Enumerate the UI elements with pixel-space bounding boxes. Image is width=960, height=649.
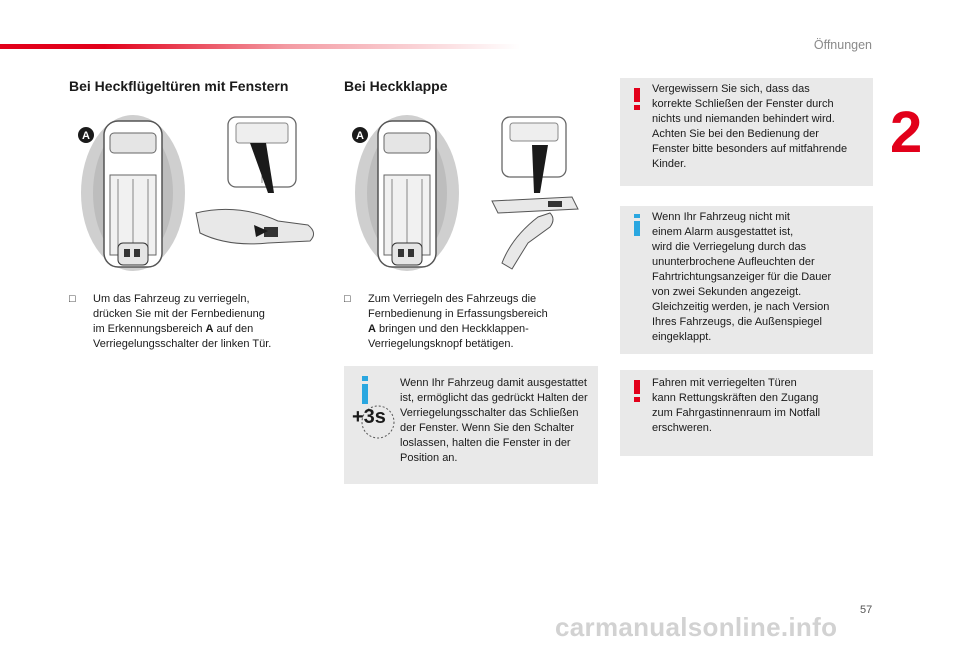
left-instr-line-1: Um das Fahrzeug zu verriegeln, <box>93 293 250 305</box>
watermark-text: carmanualsonline.info <box>555 612 838 642</box>
middle-info-line-5: loslassen, halten die Fenster in der <box>400 437 571 449</box>
left-instr-line-4: Verriegelungsschalter der linken Tür. <box>93 338 272 350</box>
middle-instr-line-1: Zum Verriegeln des Fahrzeugs die <box>368 293 537 305</box>
section-title: Öffnungen <box>813 38 872 52</box>
area-a-marker <box>352 127 368 143</box>
middle-info-line-4: der Fenster. Wenn Sie den Schalter <box>400 422 575 434</box>
key-fob-icon <box>392 243 422 265</box>
warning-2-line-2: kann Rettungskräften den Zugang <box>652 392 819 404</box>
area-a-label: A <box>356 130 364 142</box>
middle-heading: Bei Heckklappe <box>344 78 448 94</box>
rear-view-car-icon <box>228 117 296 193</box>
chapter-number: 2 <box>890 100 923 165</box>
left-instr-line-2: drücken Sie mit der Fernbedienung <box>93 308 265 320</box>
middle-instr-line-4: Verriegelungsknopf betätigen. <box>368 338 514 350</box>
left-instr-line-3: im Erkennungsbereich <box>93 323 206 335</box>
middle-info-box <box>344 366 598 484</box>
bullet-marker-icon: □ <box>69 293 76 305</box>
middle-info-line-6: Position an. <box>400 452 458 464</box>
right-info-line-7: Gleichzeitig werden, je nach Version <box>652 301 830 313</box>
warning-1-line-6: Kinder. <box>652 158 687 170</box>
warning-box-2 <box>620 370 873 456</box>
warning-1-line-1: Vergewissern Sie sich, dass das <box>652 83 810 95</box>
left-illustration <box>78 113 324 273</box>
area-a-label: A <box>82 130 90 142</box>
warning-1-line-5: Fenster bitte besonders auf mitfahrende <box>652 143 848 155</box>
info-i-icon <box>360 376 370 404</box>
right-info-box <box>620 206 873 354</box>
key-fob-icon <box>118 243 148 265</box>
left-instr-bold-a: A <box>205 323 214 335</box>
bullet-marker-icon: □ <box>344 293 351 305</box>
right-info-line-3: wird die Verriegelung durch das <box>652 241 807 253</box>
middle-instr-line-3b: bringen und den Heckklappen- <box>375 323 529 335</box>
right-info-line-5: Fahrtrichtungsanzeiger für die Dauer <box>652 271 832 283</box>
warning-2-line-1: Fahren mit verriegelten Türen <box>652 377 797 389</box>
left-heading: Bei Heckflügeltüren mit Fenstern <box>69 78 289 94</box>
middle-illustration <box>352 113 598 273</box>
right-info-line-2: einem Alarm ausgestattet ist, <box>652 226 794 238</box>
middle-instr-line-2: Fernbedienung in Erfassungsbereich <box>368 308 548 320</box>
warning-1-text <box>652 82 872 172</box>
warning-1-line-3: nichts und niemanden behindert wird. <box>652 113 835 125</box>
left-instr-line-3b: auf den <box>213 323 254 335</box>
timer-3s-icon <box>350 404 396 440</box>
warning-box-1 <box>620 78 873 186</box>
middle-info-text <box>400 376 594 466</box>
warning-exclamation-icon <box>634 380 640 402</box>
hand-press-icon <box>196 209 314 243</box>
header-accent-bar <box>0 44 520 49</box>
right-info-line-1: Wenn Ihr Fahrzeug nicht mit <box>652 211 790 223</box>
warning-1-line-4: Achten Sie bei den Bedienung der <box>652 128 819 140</box>
middle-instr-bold-a: A <box>368 323 376 335</box>
hand-press-icon <box>502 213 553 269</box>
warning-2-line-4: erschweren. <box>652 422 712 434</box>
right-info-line-9: eingeklappt. <box>652 331 712 343</box>
warning-1-line-2: korrekte Schließen der Fenster durch <box>652 98 834 110</box>
rear-view-car-icon <box>502 117 566 193</box>
info-i-icon <box>634 214 640 236</box>
timer-3s-badge: +3s <box>352 406 386 428</box>
area-a-marker <box>78 127 94 143</box>
tailgate-handle-icon <box>492 197 578 213</box>
right-info-line-4: ununterbrochene Aufleuchten der <box>652 256 815 268</box>
warning-2-text <box>652 376 872 436</box>
middle-info-line-2: ist, ermöglicht das gedrückt Halten der <box>400 392 588 404</box>
middle-info-line-1: Wenn Ihr Fahrzeug damit ausgestattet <box>400 377 587 389</box>
middle-instruction <box>344 292 594 352</box>
right-info-text <box>652 210 872 345</box>
left-instruction <box>69 292 319 352</box>
warning-exclamation-icon <box>634 88 640 110</box>
warning-2-line-3: zum Fahrgastinnenraum im Notfall <box>652 407 821 419</box>
page-number: 57 <box>860 604 873 616</box>
middle-info-line-3: Verriegelungsschalter das Schließen <box>400 407 579 419</box>
right-info-line-8: Ihres Fahrzeugs, die Außenspiegel <box>652 316 822 328</box>
right-info-line-6: von zwei Sekunden angezeigt. <box>652 286 802 298</box>
